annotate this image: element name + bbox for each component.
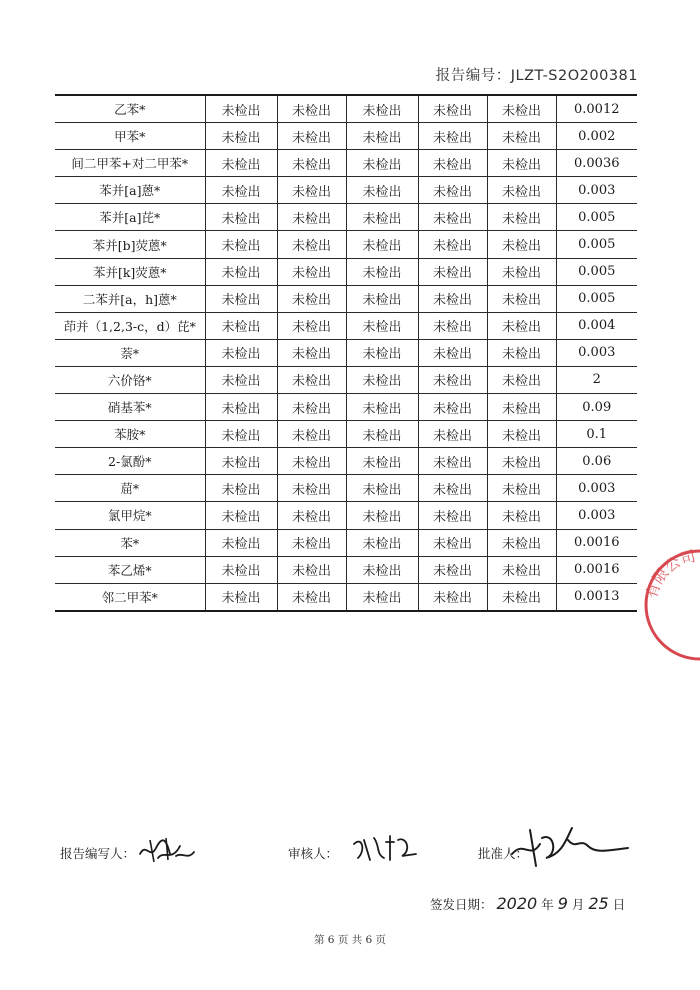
- row-result-1-cell: 未检出: [205, 231, 277, 258]
- row-result-5-cell: 未检出: [487, 258, 556, 285]
- row-result-5-cell: 未检出: [487, 475, 556, 502]
- row-result-5-cell: 未检出: [487, 285, 556, 312]
- row-result-3-cell: 未检出: [346, 583, 418, 611]
- table-row: [55, 204, 637, 231]
- row-result-2-cell: 未检出: [277, 177, 346, 204]
- results-table: [55, 94, 637, 612]
- row-result-2-cell: 未检出: [277, 394, 346, 421]
- row-item-cell: 茚并（1,2,3-c，d）芘*: [55, 312, 205, 339]
- row-result-1-cell: 未检出: [205, 204, 277, 231]
- table-row: [55, 95, 637, 123]
- row-result-4-cell: 未检出: [418, 95, 487, 123]
- row-result-1-cell: 未检出: [205, 448, 277, 475]
- row-limit-cell: 0.004: [556, 312, 637, 339]
- row-limit-cell: 0.06: [556, 448, 637, 475]
- row-result-4-cell: 未检出: [418, 583, 487, 611]
- table-row: [55, 475, 637, 502]
- row-result-3-cell: 未检出: [346, 502, 418, 529]
- row-result-4-cell: 未检出: [418, 502, 487, 529]
- row-item-cell: 苯并[a]芘*: [55, 204, 205, 231]
- issue-date-label: 签发日期：: [430, 897, 493, 912]
- row-result-2-cell: 未检出: [277, 556, 346, 583]
- row-limit-cell: 0.09: [556, 394, 637, 421]
- svg-text:有限公司: 有限公司: [642, 546, 698, 601]
- row-item-cell: 邻二甲苯*: [55, 583, 205, 611]
- row-result-4-cell: 未检出: [418, 231, 487, 258]
- issue-month: 9: [557, 894, 568, 913]
- row-item-cell: 乙苯*: [55, 95, 205, 123]
- issue-date: [430, 894, 625, 913]
- row-limit-cell: 0.003: [556, 502, 637, 529]
- row-result-5-cell: 未检出: [487, 583, 556, 611]
- row-result-4-cell: 未检出: [418, 150, 487, 177]
- row-result-1-cell: 未检出: [205, 529, 277, 556]
- row-result-1-cell: 未检出: [205, 366, 277, 393]
- row-result-5-cell: 未检出: [487, 339, 556, 366]
- issue-day-unit: 日: [612, 897, 626, 912]
- row-item-cell: 苯并[a]蒽*: [55, 177, 205, 204]
- table-row: [55, 150, 637, 177]
- table-row: [55, 502, 637, 529]
- row-result-2-cell: 未检出: [277, 502, 346, 529]
- row-result-3-cell: 未检出: [346, 448, 418, 475]
- row-result-5-cell: 未检出: [487, 231, 556, 258]
- row-limit-cell: 0.005: [556, 204, 637, 231]
- row-result-1-cell: 未检出: [205, 258, 277, 285]
- row-limit-cell: 2: [556, 366, 637, 393]
- table-row: [55, 312, 637, 339]
- row-limit-cell: 0.1: [556, 421, 637, 448]
- row-result-1-cell: 未检出: [205, 177, 277, 204]
- row-result-4-cell: 未检出: [418, 475, 487, 502]
- writer-handwritten-signature: [136, 832, 198, 866]
- row-result-5-cell: 未检出: [487, 312, 556, 339]
- row-limit-cell: 0.005: [556, 258, 637, 285]
- row-result-4-cell: 未检出: [418, 421, 487, 448]
- row-result-2-cell: 未检出: [277, 258, 346, 285]
- row-result-1-cell: 未检出: [205, 95, 277, 123]
- table-row: [55, 366, 637, 393]
- row-result-3-cell: 未检出: [346, 123, 418, 150]
- row-result-4-cell: 未检出: [418, 394, 487, 421]
- page-footer: 第 6 页 共 6 页: [313, 934, 387, 946]
- row-result-1-cell: 未检出: [205, 123, 277, 150]
- row-item-cell: 萘*: [55, 339, 205, 366]
- row-result-3-cell: 未检出: [346, 556, 418, 583]
- table-row: [55, 529, 637, 556]
- row-result-5-cell: 未检出: [487, 502, 556, 529]
- table-row: [55, 394, 637, 421]
- row-limit-cell: 0.003: [556, 339, 637, 366]
- row-result-1-cell: 未检出: [205, 285, 277, 312]
- row-result-5-cell: 未检出: [487, 150, 556, 177]
- row-result-3-cell: 未检出: [346, 150, 418, 177]
- row-item-cell: 甲苯*: [55, 123, 205, 150]
- row-limit-cell: 0.0036: [556, 150, 637, 177]
- row-result-2-cell: 未检出: [277, 421, 346, 448]
- writer-signature-block: [60, 844, 135, 862]
- row-result-3-cell: 未检出: [346, 204, 418, 231]
- row-limit-cell: 0.0016: [556, 529, 637, 556]
- row-item-cell: 六价铬*: [55, 366, 205, 393]
- row-limit-cell: 0.003: [556, 475, 637, 502]
- row-item-cell: 苯并[k]荧蒽*: [55, 258, 205, 285]
- row-result-5-cell: 未检出: [487, 556, 556, 583]
- row-result-1-cell: 未检出: [205, 475, 277, 502]
- table-row: [55, 556, 637, 583]
- table-row: [55, 421, 637, 448]
- row-item-cell: 硝基苯*: [55, 394, 205, 421]
- table-row: [55, 339, 637, 366]
- row-result-1-cell: 未检出: [205, 312, 277, 339]
- row-limit-cell: 0.0012: [556, 95, 637, 123]
- table-row: [55, 231, 637, 258]
- row-result-4-cell: 未检出: [418, 204, 487, 231]
- row-result-1-cell: 未检出: [205, 421, 277, 448]
- row-result-2-cell: 未检出: [277, 95, 346, 123]
- reviewer-signature-block: [288, 844, 338, 862]
- row-result-4-cell: 未检出: [418, 312, 487, 339]
- row-item-cell: 二苯并[a，h]蒽*: [55, 285, 205, 312]
- row-item-cell: 氯甲烷*: [55, 502, 205, 529]
- row-result-4-cell: 未检出: [418, 529, 487, 556]
- row-item-cell: 苯乙烯*: [55, 556, 205, 583]
- row-result-4-cell: 未检出: [418, 123, 487, 150]
- table-row: [55, 285, 637, 312]
- reviewer-handwritten-signature: [350, 830, 422, 866]
- row-result-5-cell: 未检出: [487, 177, 556, 204]
- row-result-3-cell: 未检出: [346, 394, 418, 421]
- row-limit-cell: 0.003: [556, 177, 637, 204]
- row-result-2-cell: 未检出: [277, 366, 346, 393]
- row-result-4-cell: 未检出: [418, 556, 487, 583]
- row-result-3-cell: 未检出: [346, 421, 418, 448]
- row-result-2-cell: 未检出: [277, 204, 346, 231]
- row-result-3-cell: 未检出: [346, 285, 418, 312]
- approver-label: 批准人：: [478, 846, 529, 861]
- row-result-5-cell: 未检出: [487, 529, 556, 556]
- row-limit-cell: 0.002: [556, 123, 637, 150]
- company-seal-stamp: [640, 545, 700, 665]
- row-result-3-cell: 未检出: [346, 95, 418, 123]
- row-result-1-cell: 未检出: [205, 394, 277, 421]
- row-result-2-cell: 未检出: [277, 339, 346, 366]
- row-limit-cell: 0.0013: [556, 583, 637, 611]
- table-row: [55, 583, 637, 611]
- row-result-3-cell: 未检出: [346, 529, 418, 556]
- row-result-3-cell: 未检出: [346, 339, 418, 366]
- row-result-1-cell: 未检出: [205, 339, 277, 366]
- row-result-2-cell: 未检出: [277, 123, 346, 150]
- row-result-1-cell: 未检出: [205, 556, 277, 583]
- issue-year: 2020: [496, 894, 538, 913]
- row-result-5-cell: 未检出: [487, 448, 556, 475]
- reviewer-label: 审核人：: [288, 846, 339, 861]
- row-result-4-cell: 未检出: [418, 285, 487, 312]
- table-row: [55, 177, 637, 204]
- row-result-3-cell: 未检出: [346, 177, 418, 204]
- row-result-4-cell: 未检出: [418, 448, 487, 475]
- row-item-cell: 苯胺*: [55, 421, 205, 448]
- row-result-5-cell: 未检出: [487, 204, 556, 231]
- row-result-5-cell: 未检出: [487, 95, 556, 123]
- issue-day: 25: [588, 894, 609, 913]
- table-row: [55, 123, 637, 150]
- row-item-cell: 䓛*: [55, 475, 205, 502]
- row-result-2-cell: 未检出: [277, 529, 346, 556]
- row-result-4-cell: 未检出: [418, 177, 487, 204]
- writer-label: 报告编写人：: [60, 846, 136, 861]
- row-limit-cell: 0.005: [556, 231, 637, 258]
- row-result-2-cell: 未检出: [277, 583, 346, 611]
- row-result-2-cell: 未检出: [277, 312, 346, 339]
- table-row: [55, 448, 637, 475]
- row-item-cell: 苯并[b]荧蒽*: [55, 231, 205, 258]
- issue-month-unit: 月: [571, 897, 585, 912]
- report-number: 报告编号：JLZT-S2O200381: [435, 68, 638, 84]
- row-result-4-cell: 未检出: [418, 339, 487, 366]
- row-result-2-cell: 未检出: [277, 475, 346, 502]
- row-result-5-cell: 未检出: [487, 123, 556, 150]
- approver-handwritten-signature: [506, 820, 634, 870]
- row-limit-cell: 0.0016: [556, 556, 637, 583]
- table-row: [55, 258, 637, 285]
- row-result-2-cell: 未检出: [277, 231, 346, 258]
- row-result-5-cell: 未检出: [487, 394, 556, 421]
- row-item-cell: 苯*: [55, 529, 205, 556]
- row-result-1-cell: 未检出: [205, 150, 277, 177]
- row-result-1-cell: 未检出: [205, 502, 277, 529]
- row-result-3-cell: 未检出: [346, 475, 418, 502]
- row-result-2-cell: 未检出: [277, 448, 346, 475]
- row-result-5-cell: 未检出: [487, 366, 556, 393]
- row-result-3-cell: 未检出: [346, 312, 418, 339]
- row-result-3-cell: 未检出: [346, 258, 418, 285]
- row-item-cell: 间二甲苯+对二甲苯*: [55, 150, 205, 177]
- row-result-3-cell: 未检出: [346, 231, 418, 258]
- row-limit-cell: 0.005: [556, 285, 637, 312]
- row-result-4-cell: 未检出: [418, 258, 487, 285]
- row-result-1-cell: 未检出: [205, 583, 277, 611]
- row-result-2-cell: 未检出: [277, 150, 346, 177]
- issue-year-unit: 年: [541, 897, 554, 912]
- row-item-cell: 2-氯酚*: [55, 448, 205, 475]
- row-result-2-cell: 未检出: [277, 285, 346, 312]
- row-result-3-cell: 未检出: [346, 366, 418, 393]
- row-result-5-cell: 未检出: [487, 421, 556, 448]
- row-result-4-cell: 未检出: [418, 366, 487, 393]
